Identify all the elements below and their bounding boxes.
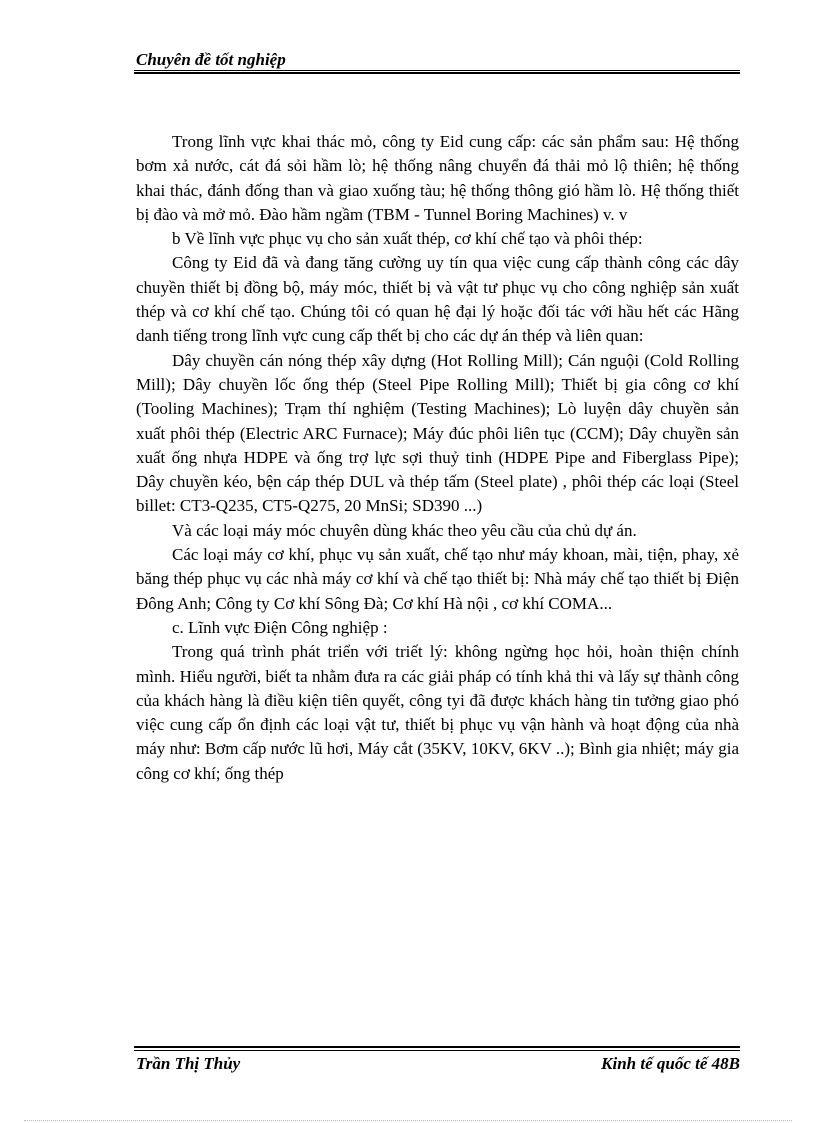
header-rule-double [134, 72, 740, 74]
paragraph-steel-intro: Công ty Eid đã và đang tăng cường uy tín qua việc cung cấp thành công các dây chuyền thiết bị đồng bộ, máy móc, thiết bị và vật tư phục vụ cho công nghiệp sản xuất thép và cơ khí chế tạo. Chúng tôi có quan hệ đại lý hoặc đối tác với hầu hết các Hãng danh tiếng trong lĩnh vực cung cấp thết bị cho các dự án thép và liên quan: [136, 253, 739, 346]
paragraph-special-machines: Và các loại máy móc chuyên dùng khác theo yêu cầu của chủ dự án. [172, 520, 637, 540]
header-title: Chuyên đề tốt nghiệp [136, 50, 286, 69]
footer-rule-double [134, 1046, 740, 1048]
paragraph-electric-body: Trong quá trình phát triển với triết lý: không ngừng học hỏi, hoàn thiện chính mình. Hiểu người, biết ta nhằm đưa ra các giải pháp có tính khả thi và lấy sự thành công của khách hàng là điều kiện tiên quyết, công tyi đã được khách hàng tin tưởng giao phó việc cung cấp ổn định các loại vật tư, thiết bị phục vụ vận hành và hoạt động của nhà máy như: Bơm cấp nước lũ hơi, Máy cắt (35KV, 10KV, 6KV ..); Bình gia nhiệt; máy gia công cơ khí; ống thép [136, 642, 739, 783]
paragraph-steel-lines: Dây chuyền cán nóng thép xây dựng (Hot Rolling Mill); Cán nguội (Cold Rolling Mill); Dây chuyền lốc ống thép (Steel Pipe Rolling Mill); Thiết bị gia công cơ khí (Tooling Machines); Trạm thí nghiệm (Testing Machines); Lò luyện dây chuyền sản xuất phôi thép (Electric ARC Furnace); Máy đúc phôi liên tục (CCM); Dây chuyền sản xuất ống nhựa HDPE và ống trợ lực sợi thuỷ tinh (HDPE Pipe and Fiberglass Pipe); Dây chuyền kéo, bện cáp thép DUL và thép tấm (Steel plate) , phôi thép các loại (Steel billet: CT3-Q235, CT5-Q275, 20 MnSi; SD390 ...) [136, 350, 739, 516]
footer-class: Kinh tế quốc tế 48B [601, 1054, 740, 1073]
page-bottom-border [24, 1120, 792, 1121]
document-body [136, 130, 739, 786]
page-header [134, 46, 740, 74]
page-footer [134, 1046, 740, 1080]
paragraph-mining: Trong lĩnh vực khai thác mỏ, công ty Eid cung cấp: các sản phẩm sau: Hệ thống bơm xả nước, cát đá sỏi hầm lò; hệ thống nâng chuyển đá thải mỏ lộ thiên; hệ thống khai thác, đánh đống than và giao xuống tàu; hệ thống thông gió hầm lò. Hệ thống thiết bị đào và mở mỏ. Đào hầm ngầm (TBM - Tunnel Boring Machines) v. v [136, 132, 739, 224]
footer-rule [134, 1050, 740, 1051]
paragraph-electric-heading: c. Lĩnh vực Điện Công nghiệp : [172, 617, 388, 637]
footer-author: Trần Thị Thủy [136, 1054, 241, 1073]
paragraph-mechanical-machines: Các loại máy cơ khí, phục vụ sản xuất, chế tạo như máy khoan, mài, tiện, phay, xẻ băng thép phục vụ các nhà máy cơ khí và chế tạo thiết bị: Nhà máy chế tạo thiết bị Điện Đông Anh; Công ty Cơ khí Sông Đà; Cơ khí Hà nội , cơ khí COMA... [136, 545, 739, 613]
paragraph-steel-heading: b Về lĩnh vực phục vụ cho sản xuất thép, cơ khí chế tạo và phôi thép: [172, 229, 643, 249]
header-rule [134, 70, 740, 71]
